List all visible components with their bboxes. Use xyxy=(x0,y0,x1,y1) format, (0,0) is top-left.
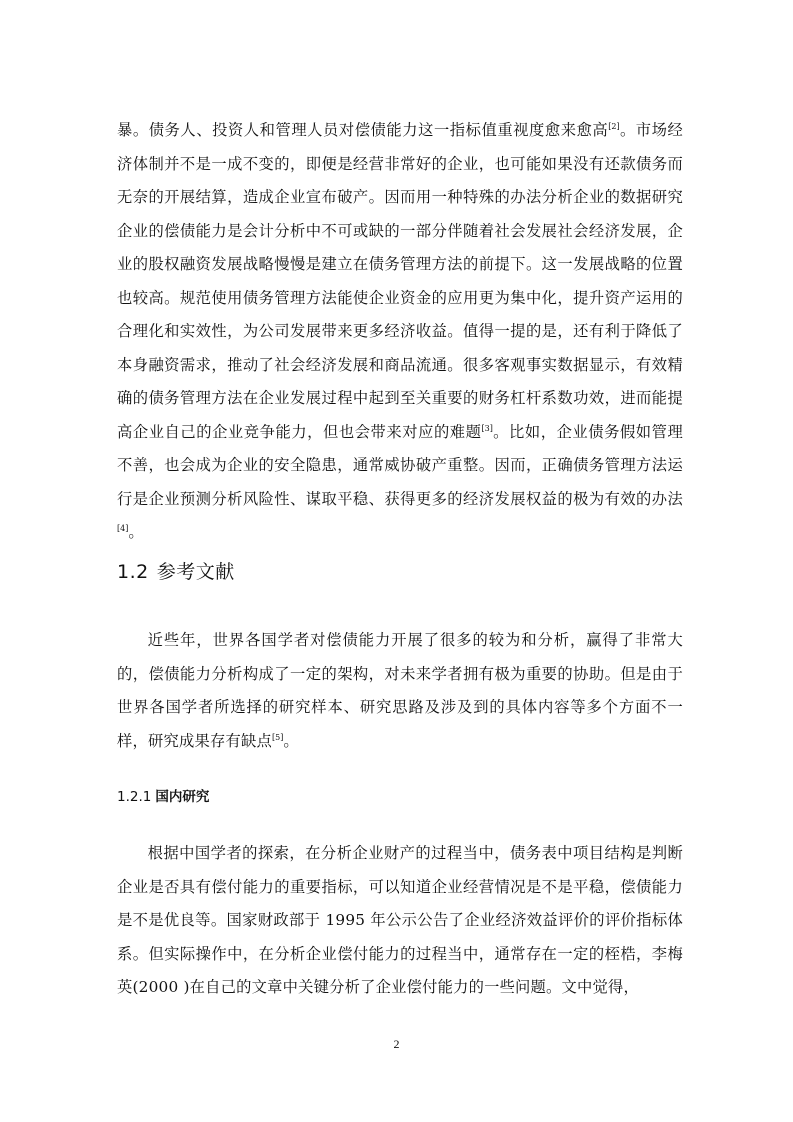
citation-ref: [3] xyxy=(481,423,493,433)
paragraph-text: 。 xyxy=(283,731,299,750)
body-paragraph xyxy=(117,837,683,1005)
section-title: 参考文献 xyxy=(156,561,235,583)
paragraph-text: 近些年，世界各国学者对偿债能力开展了很多的较为和分析，赢得了非常大的，偿债能力分析构成了一定的架构，对未来学者拥有极为重要的协助。但是由于世界各国学者所选择的研究样本、研究思路及涉及到的具体内容等多个方面不一样，研究成果存有缺点 xyxy=(117,631,683,750)
paragraph-text: 根据中国学者的探索，在分析企业财产的过程当中，债务表中项目结构是判断企业是否具有偿付能力的重要指标，可以知道企业经营情况是不是平稳，偿债能力是不是优良等。国家财政部于 1995 年公示公告了企业经济效益评价的评价指标体系。但实际操作中，在分析企业偿付能力的过程当中，通常存在一定的桎梏，李梅英(2000 )在自己的文章中关键分析了企业偿付能力的一些问题。文中觉得， xyxy=(117,844,683,996)
paragraph-text: 。 xyxy=(128,523,144,541)
page-number: 2 xyxy=(393,1037,400,1051)
subsection-heading xyxy=(117,785,209,805)
paragraph-text: 。市场经济体制并不是一成不变的，即便是经营非常好的企业，也可能如果没有还款债务而无奈的开展结算，造成企业宣布破产。因而用一种特殊的办法分析企业的数据研究企业的偿债能力是会计分析中不可或缺的一部分伴随着社会发展社会经济发展，企业的股权融资发展战略慢慢是建立在债务管理方法的前提下。这一发展战略的位置也较高。规范使用债务管理方法能使企业资金的应用更为集中化，提升资产运用的合理化和实效性，为公司发展带来更多经济收益。值得一提的是，还有利于降低了本身融资需求，推动了社会经济发展和商品流通。很多客观事实数据显示，有效精确的债务管理方法在企业发展过程中起到至关重要的财务杠杆系数功效，进而能提高企业自己的企业竞争能力，但也会带来对应的难题 xyxy=(117,121,683,441)
section-heading xyxy=(117,557,235,584)
section-number: 1.2 xyxy=(117,561,149,583)
paragraph-text: 暴。债务人、投资人和管理人员对偿债能力这一指标值重视度愈来愈高 xyxy=(117,121,609,139)
subsection-number: 1.2.1 xyxy=(117,789,152,805)
citation-ref: [2] xyxy=(608,121,620,131)
paragraph-text: 。比如，企业债务假如管理不善，也会成为企业的安全隐患，通常威协破产重整。因而，正确债务管理方法运行是企业预测分析风险性、谋取平稳、获得更多的经济发展权益的极为有效的办法 xyxy=(117,422,683,508)
subsection-title: 国内研究 xyxy=(155,789,210,805)
body-paragraph xyxy=(117,114,683,550)
citation-ref: [5] xyxy=(271,732,284,742)
citation-ref: [4] xyxy=(117,523,129,533)
body-paragraph xyxy=(117,624,683,758)
